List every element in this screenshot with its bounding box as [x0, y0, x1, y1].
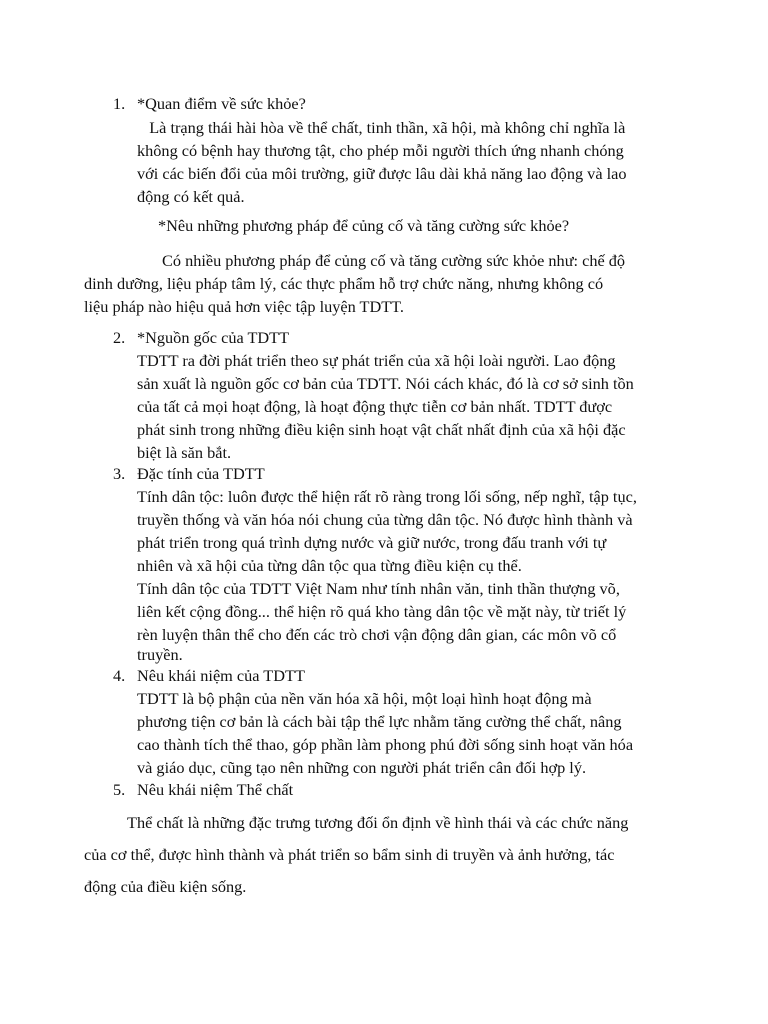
- item-number: 1.: [113, 94, 126, 113]
- section-heading: *Nguồn gốc của TDTT: [137, 328, 290, 347]
- section-heading: Nêu khái niệm của TDTT: [137, 666, 305, 685]
- text-line: Tính dân tộc: luôn được thể hiện rất rõ ràng trong lối sống, nếp nghĩ, tập tục,: [137, 487, 637, 506]
- section-heading: Đặc tính của TDTT: [137, 464, 265, 483]
- text-line: Tính dân tộc của TDTT Việt Nam như tính nhân văn, tinh thần thượng võ,: [137, 579, 620, 598]
- section-heading: *Quan điểm về sức khỏe?: [137, 94, 306, 113]
- text-line: Thể chất là những đặc trưng tương đối ổn định về hình thái và các chức năng: [127, 813, 629, 832]
- text-line: động có kết quả.: [137, 187, 245, 206]
- text-line: với các biến đổi của môi trường, giữ được lâu dài khả năng lao động và lao: [137, 164, 627, 183]
- text-line: phương tiện cơ bản là cách bài tập thể lực nhằm tăng cường thể chất, nâng: [137, 712, 622, 731]
- text-line: phát sinh trong những điều kiện sinh hoạt vật chất nhất định của xã hội đặc: [137, 420, 626, 439]
- text-line: cao thành tích thể thao, góp phần làm phong phú đời sống sinh hoạt văn hóa: [137, 735, 634, 754]
- text-line: dinh dưỡng, liệu pháp tâm lý, các thực phẩm hỗ trợ chức năng, nhưng không có: [84, 274, 604, 293]
- text-line: sản xuất là nguồn gốc cơ bản của TDTT. Nói cách khác, đó là cơ sở sinh tồn: [137, 374, 634, 393]
- item-number: 4.: [113, 666, 126, 685]
- text-line: nhiên và xã hội của từng dân tộc qua từng điều kiện cụ thể.: [137, 556, 522, 575]
- text-line: phát triển trong quá trình dựng nước và giữ nước, trong đấu tranh với tự: [137, 533, 607, 552]
- text-line: biệt là săn bắt.: [137, 443, 232, 462]
- text-line: rèn luyện thân thể cho đến các trò chơi vận động dân gian, các môn võ cổ: [137, 625, 617, 644]
- text-line: của tất cả mọi hoạt động, là hoạt động thực tiễn cơ bản nhất. TDTT được: [137, 397, 613, 416]
- text-line: liên kết cộng đồng... thể hiện rõ quá kho tàng dân tộc về mặt này, từ triết lý: [137, 602, 627, 621]
- question-line: *Nêu những phương pháp để củng cố và tăng cường sức khỏe?: [158, 216, 570, 235]
- text-line: không có bệnh hay thương tật, cho phép mỗi người thích ứng nhanh chóng: [137, 141, 624, 160]
- text-line: của cơ thể, được hình thành và phát triển so bẩm sinh di truyền và ảnh hưởng, tác: [84, 845, 615, 864]
- text-line: liệu pháp nào hiệu quả hơn việc tập luyện TDTT.: [84, 297, 404, 316]
- text-line: truyền thống và văn hóa nói chung của từng dân tộc. Nó được hình thành và: [137, 510, 633, 529]
- text-line: truyền.: [137, 645, 183, 664]
- item-number: 2.: [113, 328, 126, 347]
- text-line: Là trạng thái hài hòa về thể chất, tinh thần, xã hội, mà không chỉ nghĩa là: [137, 118, 626, 137]
- text-line: Có nhiều phương pháp để củng cố và tăng cường sức khỏe như: chế độ: [162, 251, 626, 270]
- text-line: và giáo dục, cũng tạo nên những con người phát triển cân đối hợp lý.: [137, 758, 587, 777]
- text-line: TDTT là bộ phận của nền văn hóa xã hội, một loại hình hoạt động mà: [137, 689, 592, 708]
- section-heading: Nêu khái niệm Thể chất: [137, 780, 294, 799]
- item-number: 5.: [113, 780, 126, 799]
- text-line: TDTT ra đời phát triển theo sự phát triển của xã hội loài người. Lao động: [137, 351, 616, 370]
- text-line: động của điều kiện sống.: [84, 877, 247, 896]
- item-number: 3.: [113, 464, 126, 483]
